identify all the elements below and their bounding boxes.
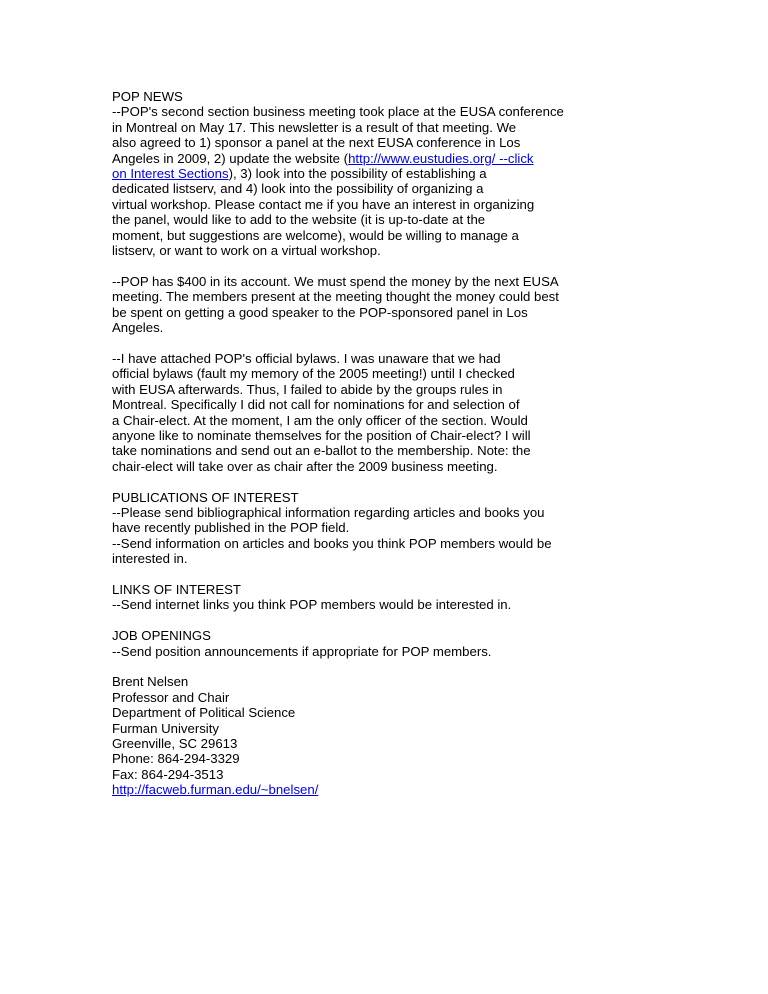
- publications-line: have recently published in the POP field.: [112, 520, 350, 536]
- jobs-heading: JOB OPENINGS: [112, 628, 211, 644]
- pop-news-para1-line: in Montreal on May 17. This newsletter is a result of that meeting. We: [112, 119, 517, 135]
- pop-news-para1-line: [112, 166, 657, 181]
- bylaws-line: official bylaws (fault my memory of the 2005 meeting!) until I checked: [112, 366, 515, 382]
- pop-news-para1-line: listserv, or want to work on a virtual workshop.: [112, 243, 381, 259]
- publications-line: --Please send bibliographical information regarding articles and books you: [112, 504, 545, 520]
- pop-news-para1-line: moment, but suggestions are welcome), would be willing to manage a: [112, 227, 519, 243]
- links-section: [112, 582, 657, 613]
- signature-department: Department of Political Science: [112, 705, 296, 721]
- eustudies-link[interactable]: http://www.eustudies.org/ --click: [348, 150, 534, 166]
- publications-heading: PUBLICATIONS OF INTEREST: [112, 489, 299, 505]
- pop-news-heading: POP NEWS: [112, 89, 183, 104]
- pop-news-para1-line: the panel, would like to add to the website (it is up-to-date at the: [112, 212, 486, 228]
- pop-news-bylaws-paragraph: [112, 351, 657, 474]
- signature-title: Professor and Chair: [112, 689, 230, 705]
- pop-news-para1-line: dedicated listserv, and 4) look into the possibility of organizing a: [112, 181, 484, 197]
- bylaws-line: a Chair-elect. At the moment, I am the only officer of the section. Would: [112, 412, 528, 428]
- budget-line: be spent on getting a good speaker to the POP-sponsored panel in Los: [112, 304, 528, 320]
- pop-news-para1-text: Angeles in 2009, 2) update the website (: [112, 150, 349, 166]
- signature-university: Furman University: [112, 720, 219, 736]
- pop-news-section: [112, 89, 657, 258]
- publications-line: --Send information on articles and books you think POP members would be: [112, 535, 552, 551]
- bylaws-line: chair-elect will take over as chair after the 2009 business meeting.: [112, 458, 498, 474]
- budget-line: --POP has $400 in its account. We must spend the money by the next EUSA: [112, 273, 559, 289]
- budget-line: Angeles.: [112, 320, 164, 336]
- bylaws-line: with EUSA afterwards. Thus, I failed to abide by the groups rules in: [112, 381, 503, 397]
- signature-fax: Fax: 864-294-3513: [112, 766, 224, 782]
- publications-line: interested in.: [112, 551, 188, 567]
- pop-news-budget-paragraph: [112, 274, 657, 336]
- bylaws-line: take nominations and send out an e-ballot to the membership. Note: the: [112, 443, 531, 459]
- signature-block: [112, 674, 657, 797]
- bylaws-line: anyone like to nominate themselves for the position of Chair-elect? I will: [112, 427, 531, 443]
- eustudies-link-continued[interactable]: on Interest Sections: [112, 166, 229, 182]
- links-line: --Send internet links you think POP members would be interested in.: [112, 597, 512, 613]
- jobs-section: [112, 628, 657, 659]
- pop-news-para1-line: [112, 151, 657, 166]
- budget-line: meeting. The members present at the meeting thought the money could best: [112, 289, 559, 305]
- pop-news-para1-line: also agreed to 1) sponsor a panel at the next EUSA conference in Los: [112, 135, 521, 151]
- pop-news-para1-line: --POP's second section business meeting took place at the EUSA conference: [112, 104, 564, 120]
- signature-name: Brent Nelsen: [112, 674, 189, 690]
- pop-news-para1-line: virtual workshop. Please contact me if you have an interest in organizing: [112, 196, 535, 212]
- links-heading: LINKS OF INTEREST: [112, 581, 241, 597]
- signature-phone: Phone: 864-294-3329: [112, 751, 240, 767]
- faculty-homepage-link[interactable]: http://facweb.furman.edu/~bnelsen/: [112, 782, 319, 798]
- jobs-line: --Send position announcements if appropriate for POP members.: [112, 643, 492, 659]
- bylaws-line: Montreal. Specifically I did not call for nominations for and selection of: [112, 397, 520, 413]
- publications-section: [112, 490, 657, 567]
- pop-news-para1-text: ), 3) look into the possibility of establishing a: [228, 166, 487, 182]
- signature-url-line: [112, 782, 657, 797]
- bylaws-line: --I have attached POP's official bylaws. I was unaware that we had: [112, 350, 501, 366]
- newsletter-document: [112, 89, 657, 813]
- signature-city: Greenville, SC 29613: [112, 735, 238, 751]
